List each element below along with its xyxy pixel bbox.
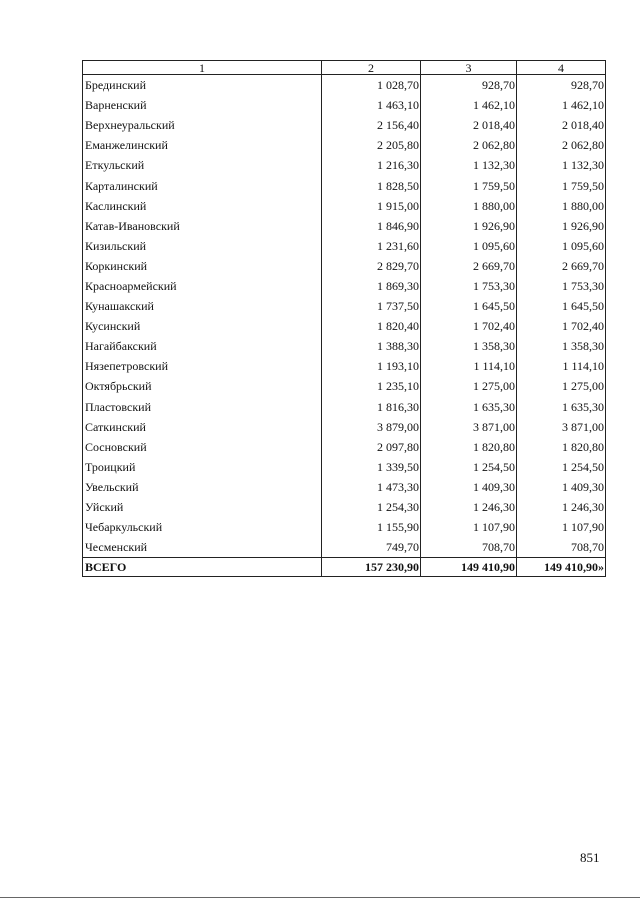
value-cell-col3: 1 635,30 xyxy=(421,397,517,417)
district-name-cell: Катав-Ивановский xyxy=(83,216,322,236)
value-cell-col2: 2 156,40 xyxy=(322,115,421,135)
district-name-cell: Кусинский xyxy=(83,316,322,336)
value-cell-col3: 2 669,70 xyxy=(421,256,517,276)
district-name-cell: Октябрьский xyxy=(83,376,322,396)
value-cell-col3: 1 820,80 xyxy=(421,437,517,457)
value-cell-col2: 1 463,10 xyxy=(322,95,421,115)
value-cell-col2: 2 205,80 xyxy=(322,135,421,155)
budget-table xyxy=(82,60,606,577)
column-header: 1 xyxy=(83,61,322,75)
value-cell-col3: 1 254,50 xyxy=(421,457,517,477)
table-row xyxy=(83,175,606,195)
table-row xyxy=(83,115,606,135)
district-name-cell: Коркинский xyxy=(83,256,322,276)
value-cell-col2: 1 820,40 xyxy=(322,316,421,336)
table-row xyxy=(83,437,606,457)
district-name-cell: Карталинский xyxy=(83,175,322,195)
district-name-cell: Чебаркульский xyxy=(83,517,322,537)
table-row xyxy=(83,276,606,296)
table-row xyxy=(83,135,606,155)
value-cell-col4: 1 926,90 xyxy=(517,216,606,236)
district-name-cell: Чесменский xyxy=(83,537,322,558)
table-row xyxy=(83,376,606,396)
value-cell-col3: 1 759,50 xyxy=(421,175,517,195)
value-cell-col2: 1 869,30 xyxy=(322,276,421,296)
table-body xyxy=(83,75,606,577)
district-name-cell: Нязепетровский xyxy=(83,356,322,376)
table-row xyxy=(83,95,606,115)
value-cell-col4: 1 275,00 xyxy=(517,376,606,396)
value-cell-col3: 1 114,10 xyxy=(421,356,517,376)
table-row xyxy=(83,497,606,517)
value-cell-col3: 1 107,90 xyxy=(421,517,517,537)
table-row xyxy=(83,196,606,216)
value-cell-col2: 1 915,00 xyxy=(322,196,421,216)
value-cell-col4: 928,70 xyxy=(517,75,606,96)
value-cell-col4: 1 254,50 xyxy=(517,457,606,477)
value-cell-col3: 1 409,30 xyxy=(421,477,517,497)
value-cell-col2: 1 828,50 xyxy=(322,175,421,195)
total-row xyxy=(83,558,606,577)
table-row xyxy=(83,296,606,316)
value-cell-col4: 1 132,30 xyxy=(517,155,606,175)
table-row xyxy=(83,537,606,558)
value-cell-col3: 3 871,00 xyxy=(421,417,517,437)
value-cell-col2: 1 231,60 xyxy=(322,236,421,256)
value-cell-col4: 1 114,10 xyxy=(517,356,606,376)
column-header: 2 xyxy=(322,61,421,75)
value-cell-col4: 1 645,50 xyxy=(517,296,606,316)
value-cell-col4: 2 062,80 xyxy=(517,135,606,155)
value-cell-col2: 1 028,70 xyxy=(322,75,421,96)
value-cell-col3: 2 018,40 xyxy=(421,115,517,135)
table-row xyxy=(83,397,606,417)
total-value-col3: 149 410,90 xyxy=(421,558,517,577)
value-cell-col4: 1 635,30 xyxy=(517,397,606,417)
district-name-cell: Уйский xyxy=(83,497,322,517)
value-cell-col4: 1 107,90 xyxy=(517,517,606,537)
district-name-cell: Кизильский xyxy=(83,236,322,256)
value-cell-col3: 1 358,30 xyxy=(421,336,517,356)
value-cell-col2: 1 816,30 xyxy=(322,397,421,417)
value-cell-col2: 749,70 xyxy=(322,537,421,558)
table-row xyxy=(83,356,606,376)
value-cell-col3: 1 926,90 xyxy=(421,216,517,236)
table-row xyxy=(83,256,606,276)
table-row xyxy=(83,336,606,356)
value-cell-col2: 1 216,30 xyxy=(322,155,421,175)
district-name-cell: Троицкий xyxy=(83,457,322,477)
district-name-cell: Саткинский xyxy=(83,417,322,437)
value-cell-col3: 1 275,00 xyxy=(421,376,517,396)
value-cell-col2: 2 097,80 xyxy=(322,437,421,457)
value-cell-col2: 1 737,50 xyxy=(322,296,421,316)
value-cell-col3: 1 880,00 xyxy=(421,196,517,216)
total-value-col4: 149 410,90» xyxy=(517,558,606,577)
table-row xyxy=(83,75,606,96)
district-name-cell: Еткульский xyxy=(83,155,322,175)
table-header-row xyxy=(83,61,606,75)
value-cell-col2: 1 388,30 xyxy=(322,336,421,356)
value-cell-col4: 1 759,50 xyxy=(517,175,606,195)
value-cell-col2: 1 235,10 xyxy=(322,376,421,396)
district-name-cell: Красноармейский xyxy=(83,276,322,296)
value-cell-col3: 1 645,50 xyxy=(421,296,517,316)
page-bottom-rule xyxy=(0,897,640,898)
district-name-cell: Пластовский xyxy=(83,397,322,417)
district-name-cell: Увельский xyxy=(83,477,322,497)
value-cell-col3: 1 095,60 xyxy=(421,236,517,256)
value-cell-col4: 1 409,30 xyxy=(517,477,606,497)
value-cell-col2: 1 193,10 xyxy=(322,356,421,376)
value-cell-col4: 708,70 xyxy=(517,537,606,558)
value-cell-col3: 1 246,30 xyxy=(421,497,517,517)
value-cell-col4: 2 018,40 xyxy=(517,115,606,135)
value-cell-col4: 1 246,30 xyxy=(517,497,606,517)
value-cell-col4: 1 358,30 xyxy=(517,336,606,356)
value-cell-col4: 1 462,10 xyxy=(517,95,606,115)
table-row xyxy=(83,517,606,537)
district-name-cell: Брединский xyxy=(83,75,322,96)
table-row xyxy=(83,236,606,256)
column-header: 4 xyxy=(517,61,606,75)
value-cell-col4: 1 095,60 xyxy=(517,236,606,256)
district-name-cell: Кунашакский xyxy=(83,296,322,316)
value-cell-col3: 2 062,80 xyxy=(421,135,517,155)
value-cell-col4: 1 753,30 xyxy=(517,276,606,296)
value-cell-col4: 3 871,00 xyxy=(517,417,606,437)
value-cell-col3: 1 462,10 xyxy=(421,95,517,115)
table-row xyxy=(83,477,606,497)
value-cell-col2: 1 339,50 xyxy=(322,457,421,477)
value-cell-col2: 1 846,90 xyxy=(322,216,421,236)
value-cell-col4: 1 702,40 xyxy=(517,316,606,336)
value-cell-col2: 3 879,00 xyxy=(322,417,421,437)
value-cell-col3: 708,70 xyxy=(421,537,517,558)
value-cell-col2: 1 254,30 xyxy=(322,497,421,517)
value-cell-col3: 1 702,40 xyxy=(421,316,517,336)
value-cell-col3: 928,70 xyxy=(421,75,517,96)
table-row xyxy=(83,155,606,175)
column-header: 3 xyxy=(421,61,517,75)
value-cell-col2: 2 829,70 xyxy=(322,256,421,276)
value-cell-col2: 1 155,90 xyxy=(322,517,421,537)
table-row xyxy=(83,216,606,236)
total-value-col2: 157 230,90 xyxy=(322,558,421,577)
district-name-cell: Варненский xyxy=(83,95,322,115)
district-name-cell: Еманжелинский xyxy=(83,135,322,155)
district-name-cell: Сосновский xyxy=(83,437,322,457)
value-cell-col3: 1 132,30 xyxy=(421,155,517,175)
value-cell-col4: 1 880,00 xyxy=(517,196,606,216)
value-cell-col3: 1 753,30 xyxy=(421,276,517,296)
table-row xyxy=(83,457,606,477)
district-name-cell: Нагайбакский xyxy=(83,336,322,356)
table-row xyxy=(83,417,606,437)
value-cell-col4: 1 820,80 xyxy=(517,437,606,457)
value-cell-col4: 2 669,70 xyxy=(517,256,606,276)
table-row xyxy=(83,316,606,336)
district-name-cell: Каслинский xyxy=(83,196,322,216)
value-cell-col2: 1 473,30 xyxy=(322,477,421,497)
district-name-cell: Верхнеуральский xyxy=(83,115,322,135)
total-label-cell: ВСЕГО xyxy=(83,558,322,577)
page-number: 851 xyxy=(580,850,600,865)
